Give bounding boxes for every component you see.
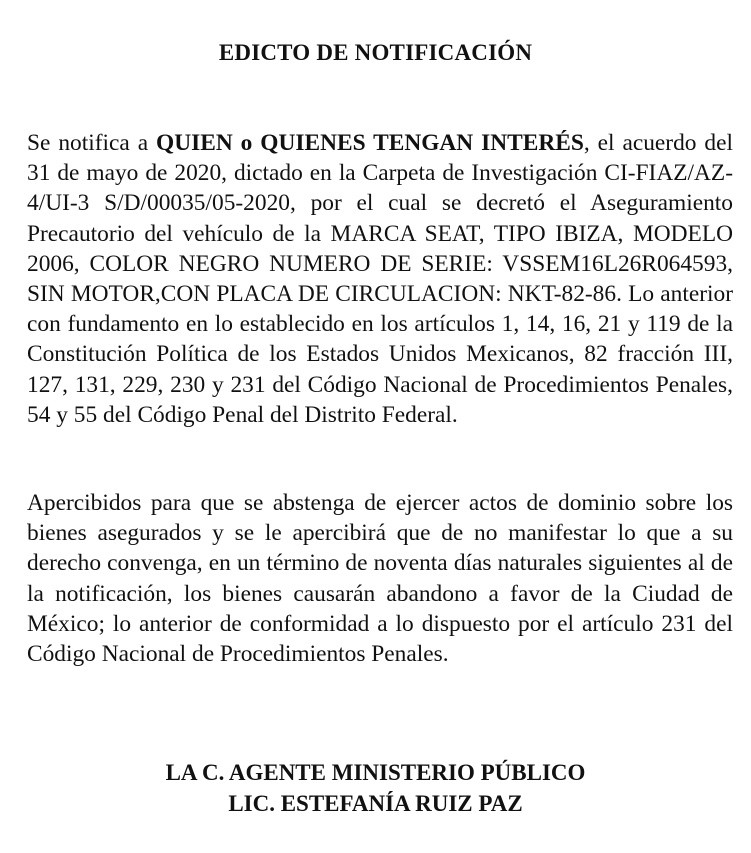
paragraph-intro: Se notifica a [27, 130, 157, 156]
document-title: EDICTO DE NOTIFICACIÓN [218, 40, 533, 65]
signature-title: LA C. AGENTE MINISTERIO PÚBLICO [165, 760, 586, 785]
warning-paragraph: Apercibidos para que se abstenga de ejercer actos de dominio sobre los bienes asegurados y se le apercibirá que de no manifestar lo que a su derecho convenga, en un término de noventa días naturales siguientes al de la notificación, los bienes causarán abandono a favor de la Ciudad de México; lo anterior de conformidad a lo dispuesto por el artículo 231 del Código Nacional de Procedimientos Penales. [27, 490, 733, 668]
notification-paragraph [27, 128, 733, 430]
paragraph-body: , el acuerdo del 31 de mayo de 2020, dictado en la Carpeta de Investigación CI-FIAZ/AZ-4/UI-3 S/D/00035/05-2020, por el cual se decretó el Aseguramiento Precautorio del vehículo de la MARCA SEAT, TIPO IBIZA, MODELO 2006, COLOR NEGRO NUMERO DE SERIE: VSSEM16L26R064593, SIN MOTOR,CON PLACA DE CIRCULACION: NKT-82-86. Lo anterior con fundamento en lo establecido en los artículos 1, 14, 16, 21 y 119 de la Constitución Política de los Estados Unidos Mexicanos, 82 fracción III, 127, 131, 229, 230 y 231 del Código Nacional de Procedimientos Penales, 54 y 55 del Código Penal del Distrito Federal. [27, 130, 733, 428]
signature-name: LIC. ESTEFANÍA RUIZ PAZ [228, 791, 523, 816]
addressee-text: QUIEN o QUIENES TENGAN INTERÉS [156, 130, 584, 156]
